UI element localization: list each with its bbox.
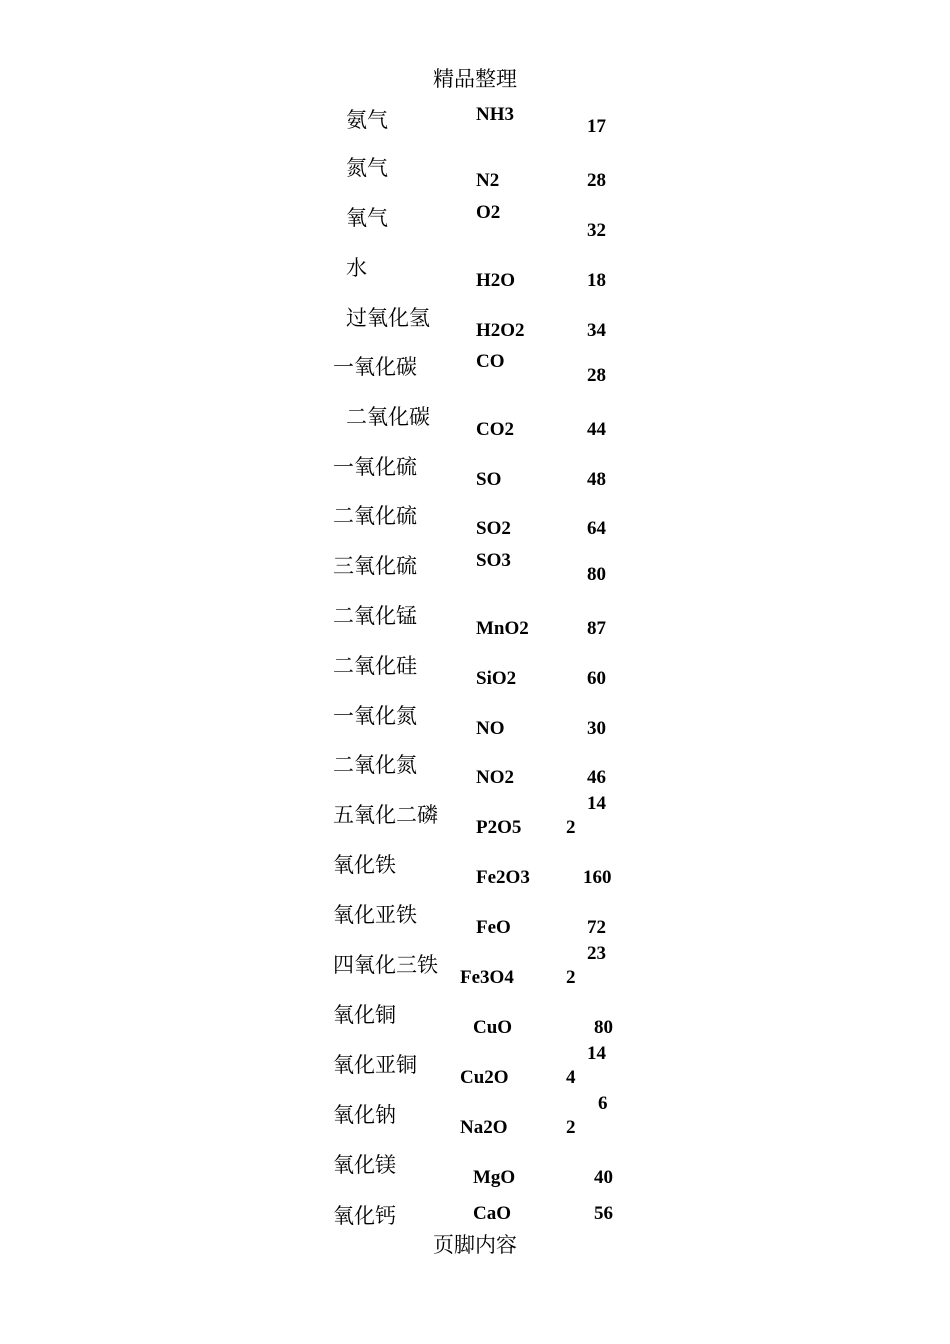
molar-mass: 34 — [587, 320, 606, 341]
compound-name: 一氧化硫 — [333, 455, 417, 479]
compound-formula: N2 — [476, 170, 500, 191]
molar-mass: 160 — [583, 867, 612, 888]
molar-mass-top: 14 — [587, 1043, 606, 1064]
molar-mass: 72 — [587, 917, 606, 938]
compound-name: 五氧化二磷 — [333, 803, 438, 827]
molar-mass: 28 — [587, 170, 606, 191]
molar-mass-bottom: 4 — [566, 1067, 576, 1088]
molar-mass: 18 — [587, 270, 606, 291]
molar-mass: 64 — [587, 518, 606, 539]
list-item — [0, 550, 950, 600]
compound-formula: Cu2O — [460, 1067, 509, 1088]
compound-formula: CO — [476, 351, 505, 372]
compound-name: 氧化钠 — [333, 1103, 396, 1127]
compound-formula: MgO — [473, 1167, 516, 1188]
molar-mass: 46 — [587, 767, 606, 788]
compound-name: 二氧化硫 — [333, 504, 417, 528]
molar-mass-bottom: 2 — [566, 817, 576, 838]
molar-mass: 80 — [594, 1017, 613, 1038]
molar-mass: 32 — [587, 220, 606, 241]
compound-formula: NO — [476, 718, 505, 739]
molar-mass-top: 14 — [587, 793, 606, 814]
compound-formula: NH3 — [476, 104, 514, 125]
molar-mass: 80 — [587, 564, 606, 585]
list-item — [0, 1149, 950, 1199]
compound-name: 二氧化碳 — [346, 405, 430, 429]
list-item — [0, 202, 950, 252]
list-item — [0, 252, 950, 302]
compound-name: 氧气 — [346, 206, 388, 230]
page-header: 精品整理 — [433, 67, 517, 91]
molar-mass-top: 23 — [587, 943, 606, 964]
list-item — [0, 1093, 950, 1149]
compound-formula: P2O5 — [476, 817, 522, 838]
compound-name: 二氧化氮 — [333, 753, 417, 777]
compound-formula: O2 — [476, 202, 501, 223]
compound-formula: Fe2O3 — [476, 867, 530, 888]
list-item — [0, 849, 950, 899]
list-item — [0, 351, 950, 401]
page-footer: 页脚内容 — [433, 1233, 517, 1257]
compound-formula: SiO2 — [476, 668, 517, 689]
list-item — [0, 943, 950, 999]
list-item — [0, 500, 950, 550]
list-item — [0, 749, 950, 799]
compound-formula: NO2 — [476, 767, 514, 788]
list-item — [0, 451, 950, 501]
list-item — [0, 999, 950, 1049]
compound-name: 氧化亚铜 — [333, 1053, 417, 1077]
compound-name: 氨气 — [346, 108, 388, 132]
list-item — [0, 1043, 950, 1099]
list-item — [0, 104, 950, 154]
compound-formula: FeO — [476, 917, 511, 938]
list-item — [0, 302, 950, 352]
compound-name: 氧化镁 — [333, 1153, 396, 1177]
list-item — [0, 700, 950, 750]
molar-mass: 30 — [587, 718, 606, 739]
molar-mass: 60 — [587, 668, 606, 689]
compound-formula: Fe3O4 — [460, 967, 514, 988]
compound-formula: H2O — [476, 270, 516, 291]
molar-mass: 40 — [594, 1167, 613, 1188]
compound-formula: SO — [476, 469, 502, 490]
molar-mass-bottom: 2 — [566, 1117, 576, 1138]
compound-formula: CuO — [473, 1017, 513, 1038]
compound-formula: CO2 — [476, 419, 514, 440]
compound-name: 三氧化硫 — [333, 554, 417, 578]
list-item — [0, 401, 950, 451]
compound-name: 氧化铁 — [333, 853, 396, 877]
compound-name: 一氧化碳 — [333, 355, 417, 379]
molar-mass: 56 — [594, 1203, 613, 1224]
molar-mass: 17 — [587, 116, 606, 137]
compound-formula: H2O2 — [476, 320, 525, 341]
list-item — [0, 600, 950, 650]
compound-formula: SO3 — [476, 550, 511, 571]
molar-mass: 87 — [587, 618, 606, 639]
compound-name: 氧化亚铁 — [333, 903, 417, 927]
compound-formula: Na2O — [460, 1117, 508, 1138]
compound-name: 一氧化氮 — [333, 704, 417, 728]
compound-name: 二氧化硅 — [333, 654, 417, 678]
compound-name: 氮气 — [346, 156, 388, 180]
molar-mass: 48 — [587, 469, 606, 490]
compound-name: 氧化钙 — [333, 1204, 396, 1228]
molar-mass-bottom: 2 — [566, 967, 576, 988]
molar-mass: 28 — [587, 365, 606, 386]
molar-mass: 44 — [587, 419, 606, 440]
list-item — [0, 899, 950, 949]
compound-formula: MnO2 — [476, 618, 529, 639]
compound-formula: SO2 — [476, 518, 511, 539]
list-item — [0, 793, 950, 849]
compound-name: 四氧化三铁 — [333, 953, 438, 977]
compound-name: 水 — [346, 256, 367, 280]
compound-name: 过氧化氢 — [346, 306, 430, 330]
compound-name: 二氧化锰 — [333, 604, 417, 628]
molar-mass-top: 6 — [598, 1093, 608, 1114]
compound-name: 氧化铜 — [333, 1003, 396, 1027]
compound-formula: CaO — [473, 1203, 511, 1224]
list-item — [0, 650, 950, 700]
list-item — [0, 152, 950, 202]
